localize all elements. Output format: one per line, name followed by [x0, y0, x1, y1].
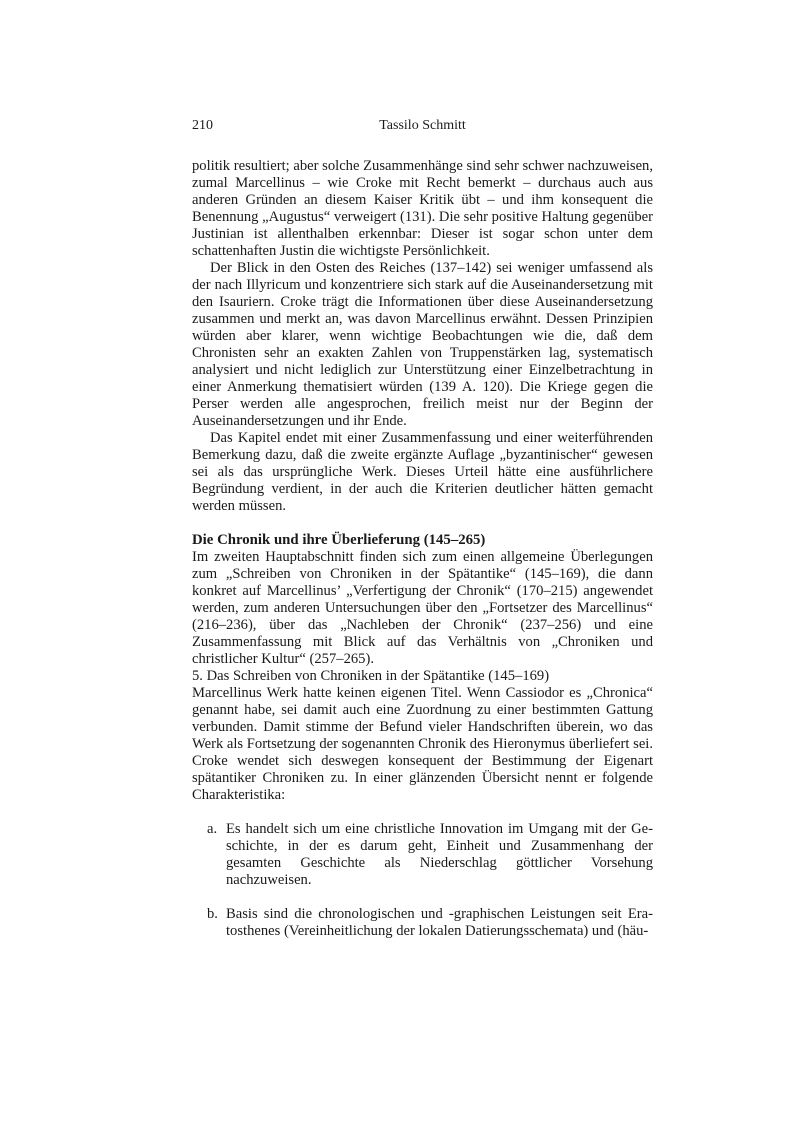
characteristics-list [192, 821, 653, 940]
page [192, 118, 653, 957]
list-item-text: Es handelt sich um eine christliche Innovation im Umgang mit der Geschichte, in der es darum geht, Einheit und Zusammenhang der gesamten Geschichte als Niederschlag göttlicher Vorsehung nachzuweisen. [226, 821, 653, 888]
running-head [192, 118, 653, 136]
paragraph: politik resultiert; aber solche Zusammenhänge sind sehr schwer nachzuweisen, zumal Marcellinus – wie Croke mit Recht bemerkt – durchaus auch aus anderen Gründen an diesem Kaiser Kritik übt – und ihm konsequent die Benennung „Augustus“ verweigert (131). Die sehr positive Haltung gegenüber Justinian ist allenthalben erkennbar: Dieser ist sogar schon unter dem schattenhaften Justin die wichtigste Persönlichkeit. [192, 158, 653, 259]
list-item [192, 821, 653, 889]
section-heading: Die Chronik und ihre Überlieferung (145–265) [192, 532, 486, 548]
list-marker: a. [207, 821, 218, 837]
subsection-heading: 5. Das Schreiben von Chroniken in der Spätantike (145–169) [192, 668, 550, 684]
running-head-author: Tassilo Schmitt [379, 118, 466, 133]
section-intro: Im zweiten Hauptabschnitt finden sich zum einen allgemeine Überlegungen zum „Schreiben von Chroniken in der Spätantike“ (145–169), die dann konkret auf Marcellinus’ „Verfertigung der Chronik“ (170–215) angewendet werden, zum anderen Untersuchungen über den „Fortsetzer des Marcellinus“ (216–236), über das „Nachleben der Chronik“ (237–256) und eine Zusammenfassung mit Blick auf das Verhältnis von „Chroniken und christlicher Kultur“ (257–265). [192, 549, 653, 667]
subsection-text: Marcellinus Werk hatte keinen eigenen Titel. Wenn Cassiodor es „Chronica“ genannt habe, sei damit auch eine Zuordnung zu einer bestimmten Gattung verbunden. Damit stimme der Befund vieler Handschriften überein, wo das Werk als Fortsetzung der sogenannten Chronik des Hieronymus überliefert sei. Croke wendet sich deswegen konsequent der Bestimmung der Eigenart spätantiker Chroniken zu. In einer glänzenden Übersicht nennt er folgende Charakteristika: [192, 685, 653, 803]
list-marker: b. [207, 906, 218, 922]
list-item-text: Basis sind die chronologischen und -graphischen Leistungen seit Eratosthenes (Vereinheitlichung der lokalen Datierungsschemata) und (häu- [226, 906, 653, 939]
paragraph: Das Kapitel endet mit einer Zusammenfassung und einer weiterführenden Bemerkung dazu, daß die zweite ergänzte Auflage „byzantinischer“ gewesen sei als das ursprüngliche Werk. Dieses Urteil hätte eine ausführlichere Begründung verdient, in der auch die Kriterien deutlicher hätten gemacht werden müssen. [192, 430, 653, 514]
list-item [192, 906, 653, 940]
page-number: 210 [192, 118, 213, 133]
paragraph: Der Blick in den Osten des Reiches (137–142) sei weniger umfassend als der nach Illyricum und konzentriere sich stark auf die Auseinandersetzung mit den Isauriern. Croke trägt die Informationen über diese Auseinandersetzung zusammen und merkt an, was davon Marcellinus erwähnt. Dessen Prinzipien würden aber klarer, wenn wichtige Beobachtungen wie die, daß dem Chronisten sehr an exakten Zahlen von Truppenstärken lag, systematisch analysiert und nicht lediglich zur Unterstützung einer Einzelbetrachtung in einer Anmerkung thematisiert würden (139 A. 120). Die Kriege gegen die Perser werden alle angesprochen, freilich meist nur der Beginn der Auseinandersetzungen und ihr Ende. [192, 260, 653, 429]
body-text [192, 158, 653, 940]
